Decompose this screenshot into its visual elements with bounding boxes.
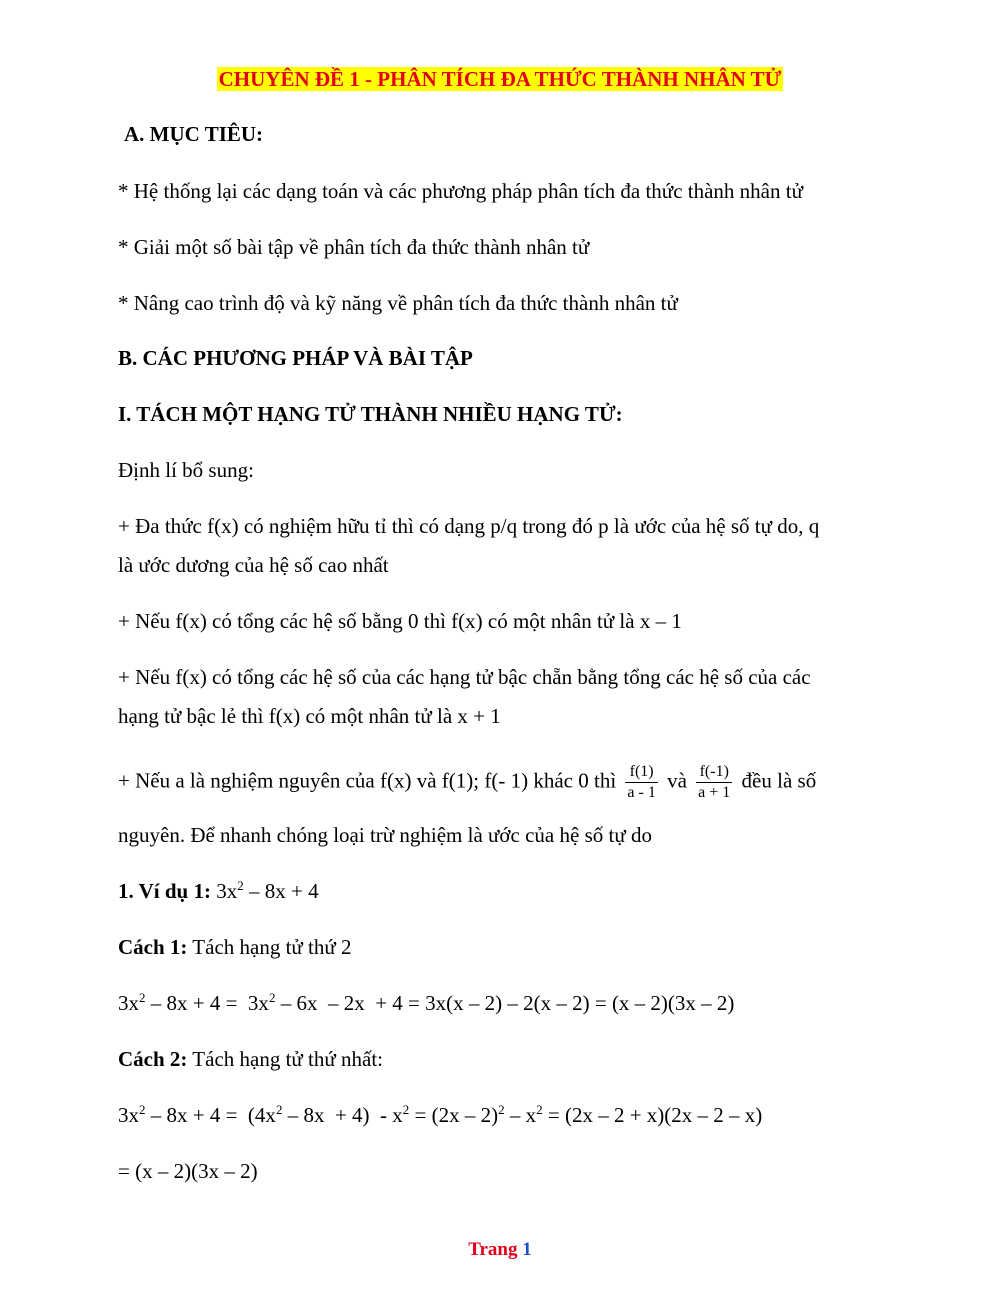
method-2-heading [118,1045,383,1073]
example-1-label: 1. Ví dụ 1: [118,879,211,903]
method-1-text: Tách hạng tử thứ 2 [192,935,352,959]
method-2-label: Cách 2: [118,1047,188,1071]
footer-page-word: Trang [468,1239,518,1260]
objective-item-1: * Hệ thống lại các dạng toán và các phương pháp phân tích đa thức thành nhân tử [118,179,803,203]
objective-item-2: * Giải một số bài tập về phân tích đa thức thành nhân tử [118,235,590,259]
section-b-heading: B. CÁC PHƯƠNG PHÁP VÀ BÀI TẬP [118,346,473,370]
method-2-equation: $3x^2 - 8x + 4 = (4x^2 - 8x + 4) - x^2 = (2x - 2)^2 - x^2 = (2x - 2 + x)(2x - 2 - x)$ [118,1102,763,1127]
document-title: CHUYÊN ĐỀ 1 - PHÂN TÍCH ĐA THỨC THÀNH NHÂN TỬ [218,67,782,91]
page-footer [0,1238,1000,1262]
example-1-heading [118,877,319,905]
objective-item-3: * Nâng cao trình độ và kỹ năng về phân tích đa thức thành nhân tử [118,291,678,315]
rule-1-line-1: + Đa thức f(x) có nghiệm hữu tỉ thì có dạng p/q trong đó p là ước của hệ số tự do, q [118,514,820,538]
method-1-equation: $3x^2 - 8x + 4 = 3x^2 - 6x - 2x + 4 = 3x(x - 2) - 2(x - 2) = (x - 2)(3x - 2)$ [118,990,735,1015]
theorem-label: Định lí bổ sung: [118,458,254,482]
rule-3-line-2: hạng tử bậc lẻ thì f(x) có một nhân tử là x + 1 [118,704,501,728]
fraction-1-numerator: f(1) [625,762,657,783]
method-1-label: Cách 1: [118,935,188,959]
fraction-2-denominator: a + 1 [698,784,731,801]
method-2-text: Tách hạng tử thứ nhất: [192,1047,384,1071]
fraction-f-minus-1-over-a-plus-1 [696,762,732,803]
part-1-heading: I. TÁCH MỘT HẠNG TỬ THÀNH NHIỀU HẠNG TỬ: [118,402,623,426]
section-a-heading: A. MỤC TIÊU: [124,122,264,146]
rule-3-line-1: + Nếu f(x) có tổng các hệ số của các hạng tử bậc chẵn bằng tổng các hệ số của các [118,665,811,689]
method-2-result: = (x – 2)(3x – 2) [118,1159,258,1183]
fraction-f1-over-a-minus-1 [625,762,657,803]
rule-4-prefix: + Nếu a là nghiệm nguyên của f(x) và f(1); f(- 1) khác 0 thì [118,768,617,793]
rule-1-line-2: là ước dương của hệ số cao nhất [118,553,389,577]
rule-2: + Nếu f(x) có tổng các hệ số bằng 0 thì f(x) có một nhân tử là x – 1 [118,609,682,633]
fraction-2-numerator: f(-1) [696,762,732,783]
rule-4-suffix: đều là số [741,768,817,793]
method-1-heading [118,933,352,961]
rule-4-middle: và [667,768,687,793]
rule-4-line-1 [118,762,816,803]
example-1-expression: $3x^2 - 8x + 4$ [216,878,319,903]
footer-page-number: 1 [522,1239,532,1260]
rule-4-line-2: nguyên. Để nhanh chóng loại trừ nghiệm là ước của hệ số tự do [118,823,652,847]
fraction-1-denominator: a - 1 [627,784,656,801]
